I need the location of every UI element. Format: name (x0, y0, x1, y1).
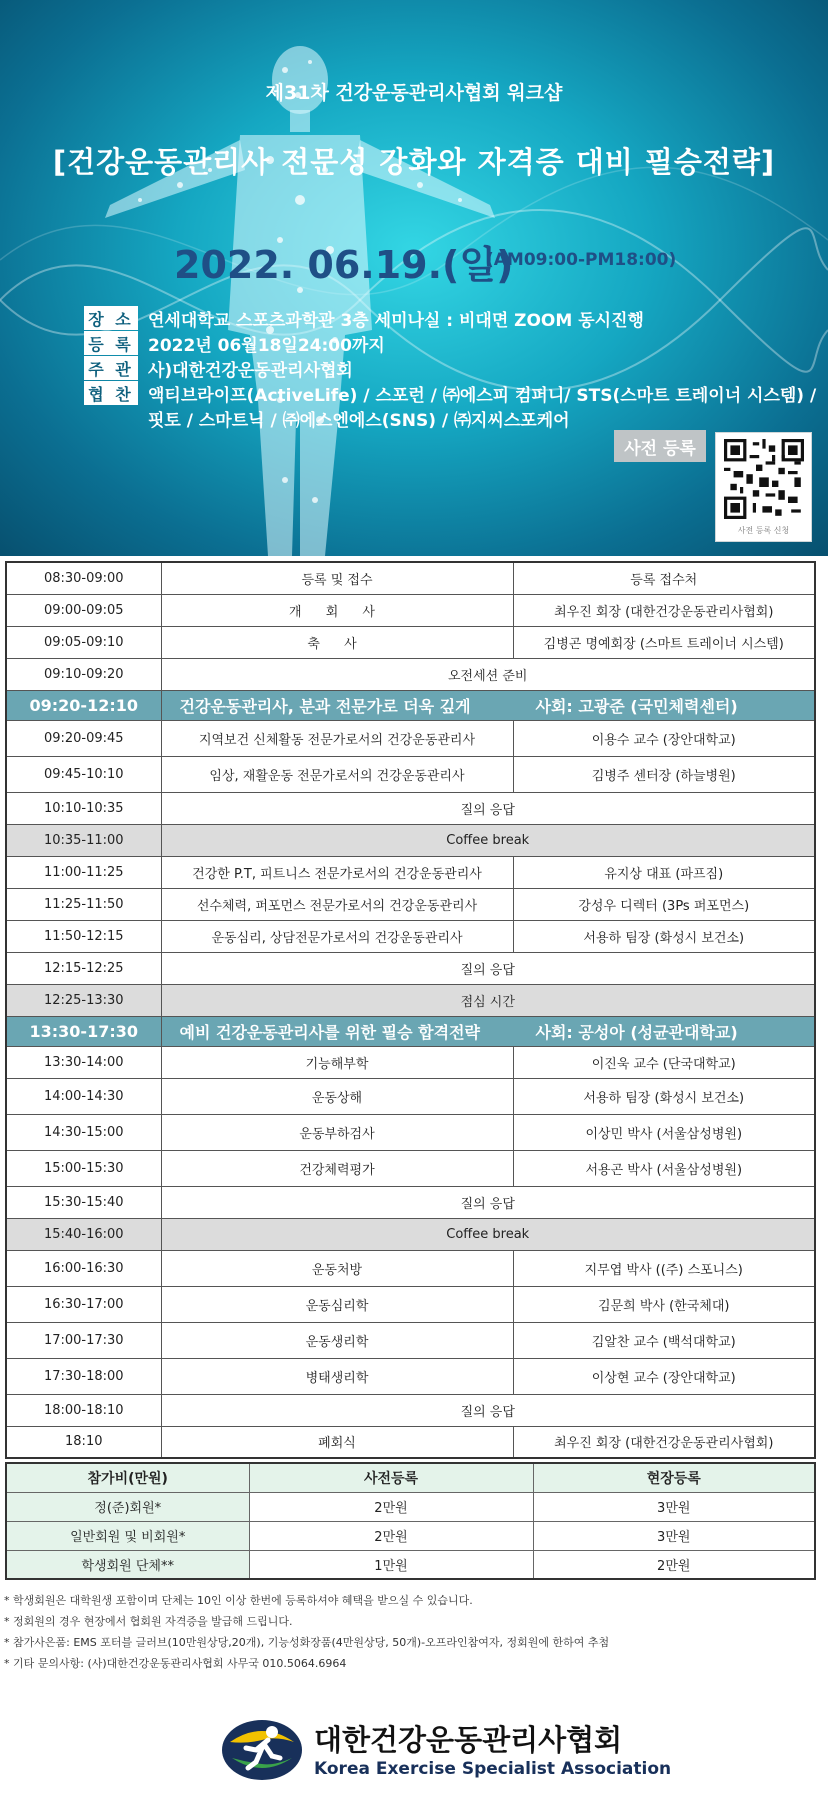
schedule-row (6, 626, 815, 658)
info-sponsor (84, 381, 816, 405)
session-title: 건강운동관리사, 분과 전문가로 더욱 깊게 (179, 696, 471, 716)
schedule-section-row (6, 690, 815, 720)
fee-member-type: 학생회원 단체** (6, 1550, 249, 1579)
schedule-full-item: 질의 응답 (161, 952, 815, 984)
info-sponsor-continued: 핏토 / 스마트닉 / ㈜에스엔에스(SNS) / ㈜지씨스포케어 (148, 411, 570, 431)
schedule-full-item: 질의 응답 (161, 1186, 815, 1218)
schedule-speaker: 지무엽 박사 ((주) 스포니스) (513, 1250, 815, 1286)
schedule-row (6, 1078, 815, 1114)
fee-header-onsite: 현장등록 (533, 1463, 815, 1492)
session-moderator: 사회: 공성아 (성균관대학교) (535, 1022, 738, 1042)
schedule-speaker: 강성우 디렉터 (3Ps 퍼포먼스) (513, 888, 815, 920)
schedule-topic: 선수체력, 퍼포먼스 전문가로서의 건강운동관리사 (161, 888, 513, 920)
note-item: * 참가사은품: EMS 포터블 글러브(10만원상당,20개), 기능성화장품(4만원상당, 50개)-오프라인참여자, 정회원에 한하여 추첨 (4, 1636, 610, 1649)
info-value: 사)대한건강운동관리사협회 (148, 360, 353, 381)
schedule-topic: 운동생리학 (161, 1322, 513, 1358)
schedule-speaker: 유지상 대표 (파프짐) (513, 856, 815, 888)
runner-globe-logo-icon (216, 1712, 308, 1784)
schedule-speaker: 김병주 센터장 (하늘병원) (513, 756, 815, 792)
schedule-full-item: Coffee break (161, 1218, 815, 1250)
schedule-row (6, 952, 815, 984)
session-moderator: 사회: 고광준 (국민체력센터) (535, 696, 738, 716)
schedule-time: 11:25-11:50 (6, 888, 161, 920)
schedule-time: 18:00-18:10 (6, 1394, 161, 1426)
schedule-row (6, 562, 815, 594)
schedule-row (6, 888, 815, 920)
schedule-speaker: 이상민 박사 (서울삼성병원) (513, 1114, 815, 1150)
schedule-time: 15:00-15:30 (6, 1150, 161, 1186)
schedule-row (6, 1150, 815, 1186)
session-header (161, 690, 815, 720)
note-item: * 정회원의 경우 현장에서 협회원 자격증을 발급해 드립니다. (4, 1615, 293, 1628)
schedule-time: 11:00-11:25 (6, 856, 161, 888)
schedule-speaker: 김병곤 명예회장 (스마트 트레이너 시스템) (513, 626, 815, 658)
schedule-topic: 병태생리학 (161, 1358, 513, 1394)
org-name-korean: 대한건강운동관리사협회 (314, 1723, 623, 1757)
fee-header-pre: 사전등록 (249, 1463, 533, 1492)
schedule-time: 10:10-10:35 (6, 792, 161, 824)
qr-code-icon (724, 439, 804, 519)
event-date: 2022. 06.19.(일) (174, 243, 514, 287)
schedule-full-item: 점심 시간 (161, 984, 815, 1016)
info-label: 등 록 (84, 331, 138, 355)
schedule-topic: 개 회 사 (161, 594, 513, 626)
schedule-time: 10:35-11:00 (6, 824, 161, 856)
schedule-time: 14:30-15:00 (6, 1114, 161, 1150)
info-value: 2022년 06월18일24:00까지 (148, 335, 385, 356)
schedule-speaker: 서용하 팀장 (화성시 보건소) (513, 920, 815, 952)
schedule-topic: 등록 및 접수 (161, 562, 513, 594)
schedule-table (5, 561, 816, 1459)
schedule-speaker: 최우진 회장 (대한건강운동관리사협회) (513, 594, 815, 626)
info-label: 장 소 (84, 306, 138, 330)
fee-member-type: 일반회원 및 비회원* (6, 1521, 249, 1550)
schedule-speaker: 김알찬 교수 (백석대학교) (513, 1322, 815, 1358)
schedule-time: 08:30-09:00 (6, 562, 161, 594)
fee-row (6, 1550, 815, 1579)
schedule-row (6, 1394, 815, 1426)
schedule-time: 18:10 (6, 1426, 161, 1458)
schedule-topic: 기능해부학 (161, 1046, 513, 1078)
schedule-topic: 지역보건 신체활동 전문가로서의 건강운동관리사 (161, 720, 513, 756)
schedule-topic: 임상, 재활운동 전문가로서의 건강운동관리사 (161, 756, 513, 792)
schedule-row (6, 984, 815, 1016)
session-title: 예비 건강운동관리사를 위한 필승 합격전략 (179, 1022, 480, 1042)
schedule-row (6, 1046, 815, 1078)
schedule-time: 16:00-16:30 (6, 1250, 161, 1286)
fee-onsite-price: 2만원 (533, 1550, 815, 1579)
note-item: * 기타 문의사항: (사)대한건강운동관리사협회 사무국 010.5064.6964 (4, 1657, 347, 1670)
schedule-time: 16:30-17:00 (6, 1286, 161, 1322)
schedule-row (6, 1322, 815, 1358)
schedule-row (6, 594, 815, 626)
schedule-time: 15:30-15:40 (6, 1186, 161, 1218)
schedule-time: 09:10-09:20 (6, 658, 161, 690)
schedule-row (6, 1114, 815, 1150)
schedule-time: 09:20-12:10 (6, 690, 161, 720)
info-label: 협 찬 (84, 381, 138, 405)
schedule-topic: 축 사 (161, 626, 513, 658)
session-header (161, 1016, 815, 1046)
notes (4, 1590, 824, 1674)
schedule-row (6, 1286, 815, 1322)
schedule-row (6, 824, 815, 856)
fee-pre-price: 2만원 (249, 1521, 533, 1550)
info-label: 주 관 (84, 356, 138, 380)
schedule-time: 12:25-13:30 (6, 984, 161, 1016)
info-value: 액티브라이프(ActiveLife) / 스포런 / ㈜에스피 컴퍼니/ STS(스마트 트레이너 시스템) / (148, 385, 817, 406)
schedule-time: 13:30-14:00 (6, 1046, 161, 1078)
fee-table (5, 1462, 816, 1580)
schedule-time: 12:15-12:25 (6, 952, 161, 984)
schedule-time: 09:45-10:10 (6, 756, 161, 792)
info-venue (84, 306, 644, 330)
schedule-time: 09:00-09:05 (6, 594, 161, 626)
fee-pre-price: 2만원 (249, 1492, 533, 1521)
info-value: 연세대학교 스포츠과학관 3층 세미나실 : 비대면 ZOOM 동시진행 (148, 310, 644, 331)
schedule-row (6, 658, 815, 690)
workshop-title: [건강운동관리사 전문성 강화와 자격증 대비 필승전략] (52, 145, 776, 179)
workshop-banner (0, 0, 828, 556)
org-name-english: Korea Exercise Specialist Association (314, 1759, 672, 1779)
schedule-speaker: 최우진 회장 (대한건강운동관리사협회) (513, 1426, 815, 1458)
schedule-time: 13:30-17:30 (6, 1016, 161, 1046)
schedule-speaker: 이진욱 교수 (단국대학교) (513, 1046, 815, 1078)
schedule-row (6, 792, 815, 824)
note-item: * 학생회원은 대학원생 포함이며 단체는 10인 이상 한번에 등록하셔야 혜택을 받으실 수 있습니다. (4, 1594, 473, 1607)
schedule-topic: 건강체력평가 (161, 1150, 513, 1186)
schedule-time: 15:40-16:00 (6, 1218, 161, 1250)
schedule-speaker: 이용수 교수 (장안대학교) (513, 720, 815, 756)
fee-header-type: 참가비(만원) (6, 1463, 249, 1492)
schedule-topic: 운동상해 (161, 1078, 513, 1114)
event-time: (AM09:00-PM18:00) (486, 250, 677, 270)
schedule-speaker: 서용곤 박사 (서울삼성병원) (513, 1150, 815, 1186)
schedule-topic: 운동부하검사 (161, 1114, 513, 1150)
schedule-topic: 운동심리학 (161, 1286, 513, 1322)
schedule-full-item: 오전세션 준비 (161, 658, 815, 690)
schedule-speaker: 등록 접수처 (513, 562, 815, 594)
schedule-row (6, 1218, 815, 1250)
schedule-topic: 폐회식 (161, 1426, 513, 1458)
fee-row (6, 1521, 815, 1550)
qr-caption: 사전 등록 신청 (737, 526, 790, 535)
schedule-topic: 건강한 P.T, 피트니스 전문가로서의 건강운동관리사 (161, 856, 513, 888)
schedule-row (6, 756, 815, 792)
schedule-time: 14:00-14:30 (6, 1078, 161, 1114)
workshop-edition: 제31차 건강운동관리사협회 워크샵 (265, 82, 563, 104)
pre-register-button[interactable]: 사전 등록 (614, 430, 706, 462)
fee-member-type: 정(준)회원* (6, 1492, 249, 1521)
schedule-topic: 운동처방 (161, 1250, 513, 1286)
fee-onsite-price: 3만원 (533, 1521, 815, 1550)
schedule-full-item: Coffee break (161, 824, 815, 856)
schedule-row (6, 856, 815, 888)
schedule-row (6, 720, 815, 756)
schedule-full-item: 질의 응답 (161, 1394, 815, 1426)
fee-header-row (6, 1463, 815, 1492)
schedule-time: 17:00-17:30 (6, 1322, 161, 1358)
schedule-speaker: 김문희 박사 (한국체대) (513, 1286, 815, 1322)
schedule-time: 17:30-18:00 (6, 1358, 161, 1394)
schedule-row (6, 1186, 815, 1218)
schedule-row (6, 920, 815, 952)
schedule-row (6, 1358, 815, 1394)
schedule-time: 09:05-09:10 (6, 626, 161, 658)
schedule-full-item: 질의 응답 (161, 792, 815, 824)
info-registration (84, 331, 385, 355)
schedule-row (6, 1426, 815, 1458)
schedule-time: 09:20-09:45 (6, 720, 161, 756)
schedule-speaker: 서용하 팀장 (화성시 보건소) (513, 1078, 815, 1114)
schedule-time: 11:50-12:15 (6, 920, 161, 952)
qr-code[interactable] (715, 432, 812, 542)
fee-onsite-price: 3만원 (533, 1492, 815, 1521)
schedule-speaker: 이상현 교수 (장안대학교) (513, 1358, 815, 1394)
schedule-row (6, 1250, 815, 1286)
fee-row (6, 1492, 815, 1521)
fee-pre-price: 1만원 (249, 1550, 533, 1579)
schedule-topic: 운동심리, 상담전문가로서의 건강운동관리사 (161, 920, 513, 952)
schedule-section-row (6, 1016, 815, 1046)
info-host (84, 356, 353, 380)
